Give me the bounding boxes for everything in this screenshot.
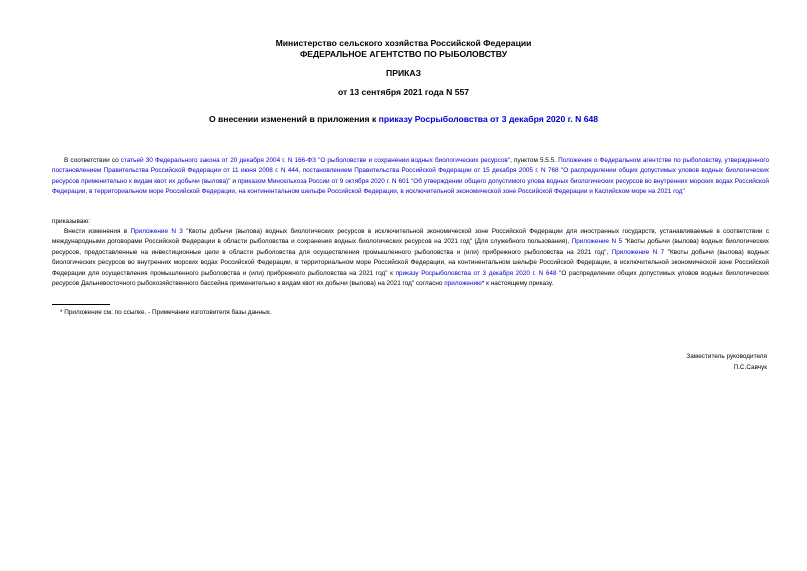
document-type: ПРИКАЗ — [386, 68, 421, 78]
preamble-text-3: , — [298, 167, 303, 175]
document-title — [0, 114, 807, 125]
body-link-order-648[interactable]: приказу Росрыболовства от 3 декабря 2020 г. N 648 — [395, 269, 557, 277]
body-link-appendix-3[interactable]: Приложение N 3 — [130, 228, 183, 235]
preamble-paragraph — [52, 156, 769, 198]
preamble-text-2: , пунктом 5.5.5. — [510, 157, 559, 164]
preamble-link-law[interactable]: статьей 30 Федерального закона от 20 декабря 2004 г. N 166-ФЗ "О рыболовстве и сохранении водных биологических ресурсов" — [120, 157, 511, 164]
signature-name: П.С.Савчук — [733, 364, 767, 371]
signature-position: Заместитель руководителя — [686, 353, 767, 360]
footnote-divider — [52, 304, 110, 305]
body-text-3: "Квоты добычи (вылова) водных биологических ресурсов, предоставленные на инвестиционные цели в области рыболовства для осуществления промышленного рыболовства и (или) прибрежного рыболовства на 2021 год", — [52, 238, 769, 256]
preamble-text-1: В соответствии со — [64, 157, 121, 164]
preamble-link-decree[interactable]: постановлением Правительства Российской Федерации от 15 декабря 2005 г. N 768 "О распределении общих допустимых уловов водных биологических ресурсов применительно к видам квот их добычи (вылова)" — [52, 167, 769, 185]
body-text-2: "Квоты добычи (вылова) водных биологических ресурсов в исключительной экономической зоне Российской Федерации для иностранных государств, устанавливаемые в соответствии с международными договорами Российской Федерации в области рыболовства и сохранения водных биологических ресурсов на 2021 год" (Для служебного пользования), — [52, 228, 770, 246]
body-link-appendix[interactable]: приложению — [444, 280, 482, 288]
body-text-5: "О распределении общих допустимых уловов водных биологических ресурсов Дальневосточного рыбохозяйственного бассейна применительно к видам квот их добычи (вылова) на 2021 год" согласно — [52, 269, 769, 288]
body-text-6: * к настоящему приказу. — [481, 280, 554, 288]
agency-name: ФЕДЕРАЛЬНОЕ АГЕНТСТВО ПО РЫБОЛОВСТВУ — [299, 49, 508, 59]
title-text: О внесении изменений в приложения к — [208, 114, 379, 124]
body-link-appendix-7[interactable]: Приложение N 7 — [611, 248, 665, 256]
preamble-link-regulation[interactable]: Положения о Федеральном агентстве по рыболовству, утвержденного постановлением Правительства Российской Федерации от 11 июня 2008 г. N 444 — [52, 157, 769, 175]
footnote: * Приложение см. по ссылке. - Примечание изготовителя базы данных. — [60, 309, 272, 316]
body-text-1: Внести изменения в — [64, 228, 131, 235]
order-word: приказываю: — [52, 218, 90, 225]
body-link-appendix-5[interactable]: Приложение N 5 — [571, 238, 623, 246]
ministry-name: Министерство сельского хозяйства Российской Федерации — [275, 38, 532, 48]
title-link[interactable]: приказу Росрыболовства от 3 декабря 2020 г. N 648 — [378, 114, 599, 124]
preamble-text-4: и — [230, 177, 238, 185]
preamble-link-order[interactable]: приказом Минсельхоза России от 9 октября 2020 г. N 601 "Об утверждении общего допустимого улова водных биологических ресурсов во внутренних морских водах Российской Федерации, в территориальном море Российской Федерации, на континентальном шельфе Российской Федерации, в исключительной экономической зоне Российской Федерации и Каспийском море на 2021 год" — [52, 177, 769, 196]
document-date-number: от 13 сентября 2021 года N 557 — [337, 87, 470, 97]
body-paragraph — [52, 227, 769, 289]
body-text-4: "Квоты добычи (вылова) водных биологических ресурсов во внутренних морских водах Российской Федерации, в территориальном море Российской Федерации, на континентальном шельфе Российской Федерации, в исключительной экономической зоне Российской Федерации для осуществления промышленного рыболовства и (или) прибрежного рыболовства на 2021 год" к — [52, 248, 770, 277]
